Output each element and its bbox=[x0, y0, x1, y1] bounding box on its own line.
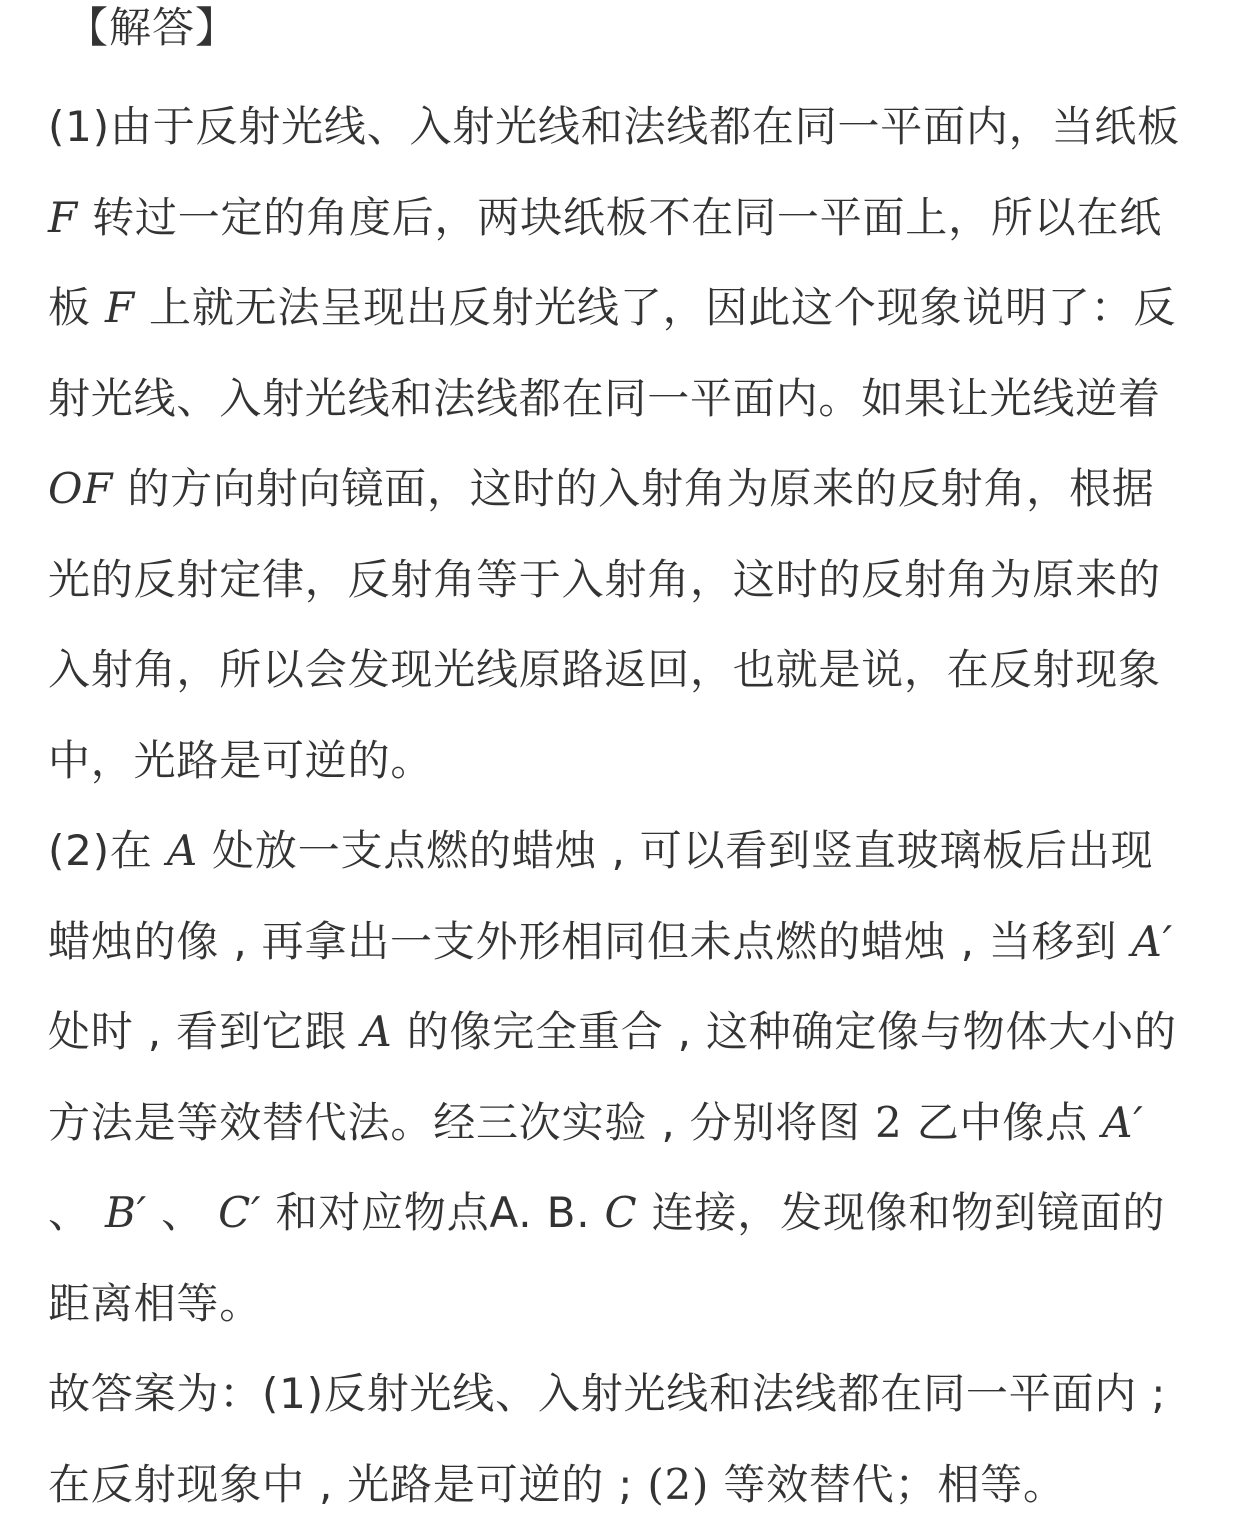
text-run: 乙中像点 bbox=[902, 1097, 1103, 1147]
final-answer bbox=[48, 1349, 1188, 1530]
text-run: 等效替代；相等。 bbox=[709, 1459, 1066, 1509]
text-run: 处放一支点燃的蜡烛 , 可以看到竖直玻璃板后出现蜡烛的像 , 再拿出一支外形相同但未点燃的蜡烛 , 当移到 bbox=[48, 826, 1154, 966]
math-number-2: 2 bbox=[875, 1097, 903, 1147]
math-var-a: A bbox=[166, 826, 198, 875]
text-run: 转过一定的角度后，两块纸板不在同一平面上，所以在纸板 bbox=[48, 192, 1163, 332]
math-var-f: F bbox=[48, 192, 78, 242]
math-var-c: C bbox=[604, 1188, 638, 1237]
text-run: (1)由于反射光线、入射光线和法线都在同一平面内，当纸板 bbox=[48, 102, 1180, 151]
text-run: 的像完全重合 , 这种确定像与物体大小的方法是等效替代法。经三次实验 , 分别将图 bbox=[48, 1007, 1177, 1147]
text-run: 的方向射向镜面，这时的入射角为原来的反射角，根据光的反射定律，反射角等于入射角，这时的反射角为原来的入射角，所以会发现光线原路返回，也就是说，在反射现象中，光路是可逆的。 bbox=[48, 464, 1161, 785]
text-run: 、 bbox=[48, 1188, 105, 1237]
text-run: 处时 , 看到它跟 bbox=[48, 1007, 362, 1056]
text-run: (2)在 bbox=[48, 826, 167, 875]
math-var-b-prime: B′ bbox=[104, 1188, 147, 1237]
text-run: 故答案为：(1)反射光线、入射光线和法线都在同一平面内 ; 在反射现象中 , 光路是可逆的 ; bbox=[48, 1369, 1167, 1509]
answer-heading: 【解答】 bbox=[66, 3, 239, 52]
math-var-a-prime: A′ bbox=[1102, 1097, 1144, 1147]
math-var-a: A bbox=[361, 1007, 393, 1056]
text-run: 连接，发现像和物到镜面的距离相等。 bbox=[48, 1188, 1166, 1328]
text-run: 上就无法呈现出反射光线了，因此这个现象说明了：反射光线、入射光线和法线都在同一平面内。如果让光线逆着 bbox=[48, 283, 1177, 423]
answer-part-2 bbox=[48, 806, 1188, 1349]
text-run: 和对应物点A. B. bbox=[261, 1188, 605, 1237]
answer-part-1 bbox=[48, 82, 1188, 806]
math-var-f: F bbox=[104, 283, 135, 332]
math-label-2: (2) bbox=[647, 1459, 710, 1509]
math-var-a-prime: A′ bbox=[1131, 916, 1173, 966]
math-var-of: OF bbox=[48, 464, 114, 513]
math-var-c-prime: C′ bbox=[218, 1188, 262, 1237]
answer-document bbox=[48, 0, 1188, 1530]
text-run: 、 bbox=[146, 1188, 219, 1237]
